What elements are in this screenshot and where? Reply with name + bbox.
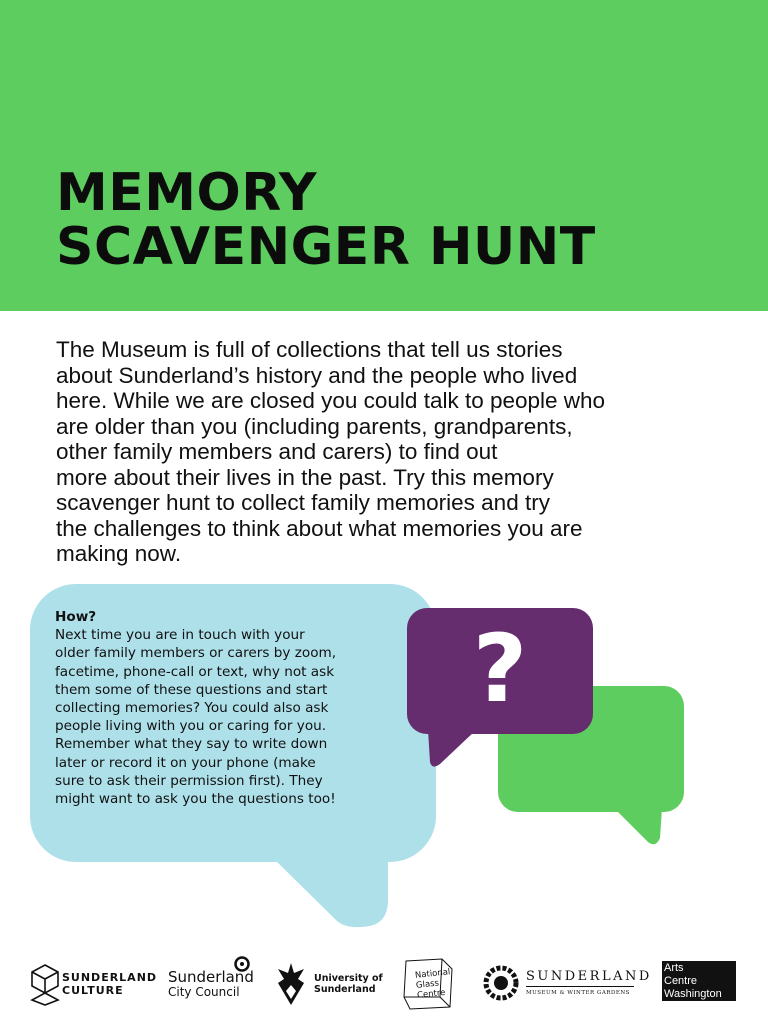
crest-icon xyxy=(276,961,306,1007)
how-line: might want to ask you the questions too! xyxy=(55,791,336,808)
intro-line: more about their lives in the past. Try this memory xyxy=(56,464,554,490)
how-line: older family members or carers by zoom, xyxy=(55,645,337,662)
how-line: Next time you are in touch with your xyxy=(55,627,305,644)
how-line: collecting memories? You could also ask xyxy=(55,700,329,717)
intro-paragraph xyxy=(56,337,736,567)
how-line: later or record it on your phone (make xyxy=(55,754,316,771)
logo-text: Sunderland xyxy=(168,968,254,986)
intro-line: other family members and carers) to find out xyxy=(56,439,498,464)
intro-line: about Sunderland’s history and the people who lived xyxy=(56,362,578,388)
national-glass-centre-logo xyxy=(402,955,458,1015)
intro-line: making now. xyxy=(56,541,182,566)
logo-text: MUSEUM & WINTER GARDENS xyxy=(526,990,630,996)
intro-line: the challenges to think about what memories you are xyxy=(56,515,583,541)
title-line-1: MEMORY xyxy=(56,163,318,223)
how-line: facetime, phone-call or text, why not ask xyxy=(55,663,335,680)
page-title xyxy=(56,163,596,277)
arts-centre-washington-logo xyxy=(662,955,738,1015)
sunderland-culture-logo xyxy=(28,955,158,1015)
logo-text: SUNDERLAND xyxy=(526,969,652,984)
logo-text: University of xyxy=(314,973,383,984)
intro-line: scavenger hunt to collect family memories and try xyxy=(56,490,550,515)
intro-line: here. While we are closed you could talk to people who xyxy=(56,388,606,413)
question-mark-icon: ? xyxy=(472,615,528,724)
how-line: Remember what they say to write down xyxy=(55,736,328,753)
logo-text: City Council xyxy=(168,985,240,999)
university-logo xyxy=(276,955,386,1015)
hexagon-cube-icon xyxy=(30,963,60,1007)
how-line: them some of these questions and start xyxy=(55,681,328,698)
how-section xyxy=(55,608,385,808)
how-heading: How? xyxy=(55,609,97,625)
logo-text: CULTURE xyxy=(62,984,124,997)
logo-text: Centre xyxy=(416,987,446,1001)
intro-line: The Museum is full of collections that tell us stories xyxy=(56,337,563,362)
logo-text: Washington xyxy=(664,988,722,1000)
logo-text: SUNDERLAND xyxy=(62,971,158,984)
logo-divider xyxy=(526,986,634,987)
wreath-icon xyxy=(482,964,520,1002)
city-council-logo xyxy=(166,955,260,1015)
partner-logos xyxy=(0,955,768,1015)
logo-text: Arts xyxy=(664,962,684,974)
logo-text: Glass xyxy=(415,978,440,991)
title-line-2: SCAVENGER HUNT xyxy=(56,217,596,277)
how-line: people living with you or caring for you. xyxy=(55,718,327,735)
logo-text: Centre xyxy=(664,975,698,987)
logo-text: National xyxy=(414,967,451,981)
how-line: sure to ask their permission first). They xyxy=(55,772,323,789)
logo-text: Sunderland xyxy=(314,984,376,995)
museum-winter-gardens-logo xyxy=(482,955,652,1015)
intro-line: are older than you (including parents, grandparents, xyxy=(56,413,573,439)
